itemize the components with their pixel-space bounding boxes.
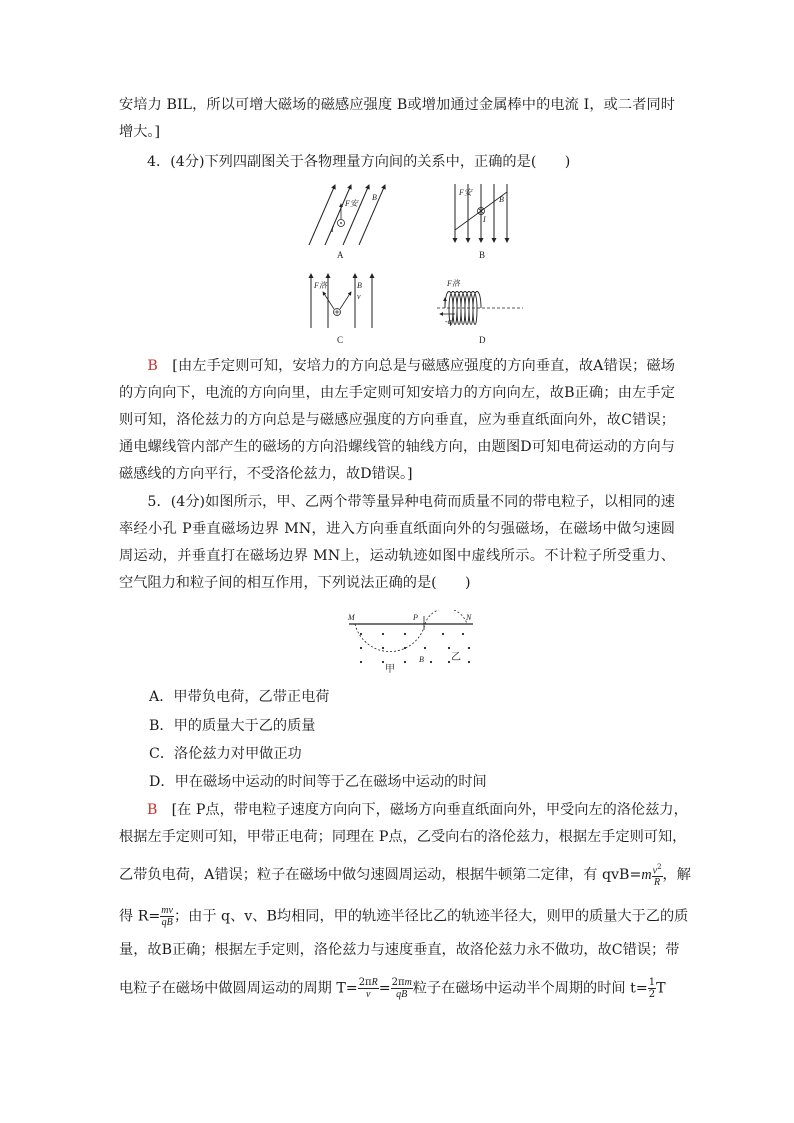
- fig-d-diagram: [437, 279, 523, 345]
- q5-exp-text-6d: T: [656, 980, 666, 997]
- fig5-label-yi: 乙: [451, 652, 461, 663]
- q5-exp-line-6: [119, 977, 666, 1000]
- intro-paragraph: 安培力 BIL，所以可增大磁场的磁感应强度 B或增加通过金属棒中的电流 I，或二者同时增大。]: [119, 97, 675, 140]
- fig-b-force-label: F安: [459, 188, 472, 197]
- fig-c-force-label: F洛: [314, 281, 327, 290]
- question-4-stem: 4．(4分)下列四副图关于各物理量方向间的关系中，正确的是( ): [147, 154, 571, 170]
- formula-mv-over-qb: $\frac{mv}{qB}$: [161, 905, 173, 928]
- q5-exp-text-6b: =: [378, 980, 391, 997]
- q4-answer-explanation: [119, 353, 675, 488]
- q5-exp-text-4b: ；由于 q、v、B均相同，甲的轨迹半径比乙的轨迹半径大，则甲的质量大于乙的质: [173, 908, 689, 925]
- q5-exp-line-3: 乙带负电荷，A错误；粒子在磁场中做匀速圆周运动，根据牛顿第二定律，有 qvB=m $\frac{v^2}{R}$ ，解: [119, 863, 691, 889]
- formula-2pim-over-qb: $\frac{2\pi m}{qB}$: [391, 977, 412, 1000]
- fig-a-current-label: I: [331, 225, 334, 234]
- formula-v2-over-r: $\frac{v^2}{R}$: [652, 863, 662, 889]
- q5-exp-line-4: [119, 905, 688, 928]
- fig-a-force-label: F安: [345, 199, 358, 208]
- fig-b-diagram: [455, 184, 507, 260]
- q5-exp-text-6a: 电粒子在磁场中做圆周运动的周期 T=: [119, 980, 358, 997]
- q5-exp-text-6c: 粒子在磁场中运动半个周期的时间 t=: [412, 980, 648, 997]
- q5-option-d: D．甲在磁场中运动的时间等于乙在磁场中运动的时间: [149, 774, 487, 790]
- fig-c-diagram: [311, 274, 372, 345]
- fig-b-field-label: B: [499, 195, 504, 204]
- q5-exp-text-4a: 得 R=: [119, 908, 161, 925]
- fig-a-field-label: B: [372, 193, 377, 202]
- fig-caption-d: D: [479, 335, 486, 345]
- q5-exp-text-1: [在 P点，带电粒子速度方向向下，磁场方向垂直纸面向外，甲受向左的洛伦兹力，: [171, 802, 688, 818]
- fig5-label-jia: 甲: [385, 664, 395, 675]
- q5-answer-letter: B: [147, 802, 158, 818]
- q5-figure: [345, 610, 480, 678]
- fig-d-force-label: F洛: [447, 279, 460, 288]
- fig-b-current-label: I: [483, 215, 486, 224]
- q5-exp-line-1: [147, 799, 688, 819]
- fig-a-diagram: [309, 185, 385, 260]
- q5-exp-line-5: 量，故B正确；根据左手定则，洛伦兹力与速度垂直，故洛伦兹力永不做功，故C错误；带: [119, 942, 680, 958]
- fig-d-charge-label: -q: [445, 317, 452, 326]
- q5-exp-line-2: 根据左手定则可知，甲带正电荷；同理在 P点，乙受向右的洛伦兹力，根据左手定则可知，: [119, 829, 687, 845]
- q5-exp-text-3a: 乙带负电荷，A错误；粒子在磁场中做匀速圆周运动，根据牛顿第二定律，有 qvB=: [119, 867, 642, 884]
- fig5-label-n: N: [466, 613, 472, 622]
- fig5-label-p: P: [413, 613, 418, 622]
- q5-exp-text-3b: ，解: [662, 867, 691, 884]
- formula-2pir-over-v: $\frac{2\pi R}{v}$: [358, 977, 378, 1000]
- fig5-label-m: M: [348, 613, 355, 622]
- q4-figure: [295, 180, 535, 345]
- q5-option-c: C．洛伦兹力对甲做正功: [149, 746, 302, 762]
- q5-option-b: B．甲的质量大于乙的质量: [149, 718, 316, 734]
- fig-caption-a: A: [337, 250, 344, 260]
- q4-explanation-text: [由左手定则可知，安培力的方向总是与磁感应强度的方向垂直，故A错误；磁场的方向向下，电流的方向向里，由左手定则可知安培力的方向向左，故B正确；由左手定则可知，洛伦兹力的方向总是与磁感应强度的方向垂直，应为垂直纸面向外，故C错误；通电螺线管内部产生的磁场的方向沿螺线管的轴线方向，由题图D可知电荷运动的方向与磁感线的方向平行，不受洛伦兹力，故D错误。]: [119, 358, 675, 482]
- fig-c-velocity-label: v: [357, 292, 361, 301]
- fig5-label-b: B: [419, 655, 424, 664]
- fig-caption-b: B: [479, 250, 486, 260]
- formula-half: $\frac{1}{2}$: [648, 977, 656, 1000]
- fig-c-field-label: B: [357, 281, 362, 290]
- q4-answer-letter: B: [147, 358, 158, 374]
- question-5-stem: 5．(4分)如图所示，甲、乙两个带等量异种电荷而质量不同的带电粒子，以相同的速率经小孔 P垂直磁场边界 MN，进入方向垂直纸面向外的匀强磁场，在磁场中做匀速圆周运动，并垂直打在磁场边界 MN上，运动轨迹如图中虚线所示。不计粒子所受重力、空气阻力和粒子间的相互作用，下列说法正确的是( ): [119, 494, 675, 591]
- fig-caption-c: C: [337, 335, 344, 345]
- q5-option-a: A．甲带负电荷，乙带正电荷: [149, 689, 330, 705]
